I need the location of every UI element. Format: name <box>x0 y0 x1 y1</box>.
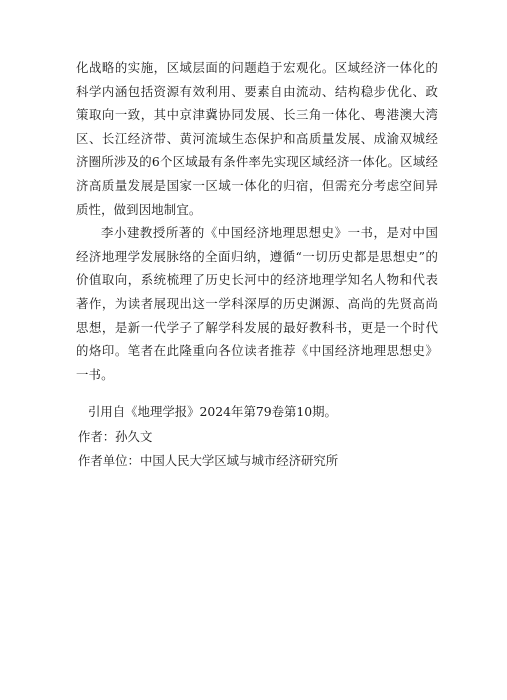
body-paragraph-1: 化战略的实施，区域层面的问题趋于宏观化。区域经济一体化的科学内涵包括资源有效利用、要素自由流动、结构稳步优化、政策取向一致，其中京津冀协同发展、长三角一体化、粤港澳大湾区、长江经济带、黄河流域生态保护和高质量发展、成渝双城经济圈所涉及的6个区域最有条件率先实现区域经济一体化。区域经济高质量发展是国家一区域一体化的归宿，但需充分考虑空间异质性，做到因地制宜。 <box>76 60 438 217</box>
citation-author: 作者：孙久文 <box>78 428 153 444</box>
article-body <box>76 56 438 386</box>
citation-source: 引用自《地理学报》2024年第79卷第10期。 <box>88 404 337 419</box>
body-paragraph-2: 李小建教授所著的《中国经济地理思想史》一书，是对中国经济地理学发展脉络的全面归纳，遵循“一切历史都是思想史”的价值取向，系统梳理了历史长河中的经济地理学知名人物和代表著作，为读者展现出这一学科深厚的历史渊源、高尚的先贤高尚思想，是新一代学子了解学科发展的最好教科书，更是一个时代的烙印。笔者在此隆重向各位读者推荐《中国经济地理思想史》一书。 <box>76 225 438 382</box>
citation-block <box>76 400 476 474</box>
citation-affiliation: 作者单位：中国人民大学区域与城市经济研究所 <box>78 453 339 468</box>
